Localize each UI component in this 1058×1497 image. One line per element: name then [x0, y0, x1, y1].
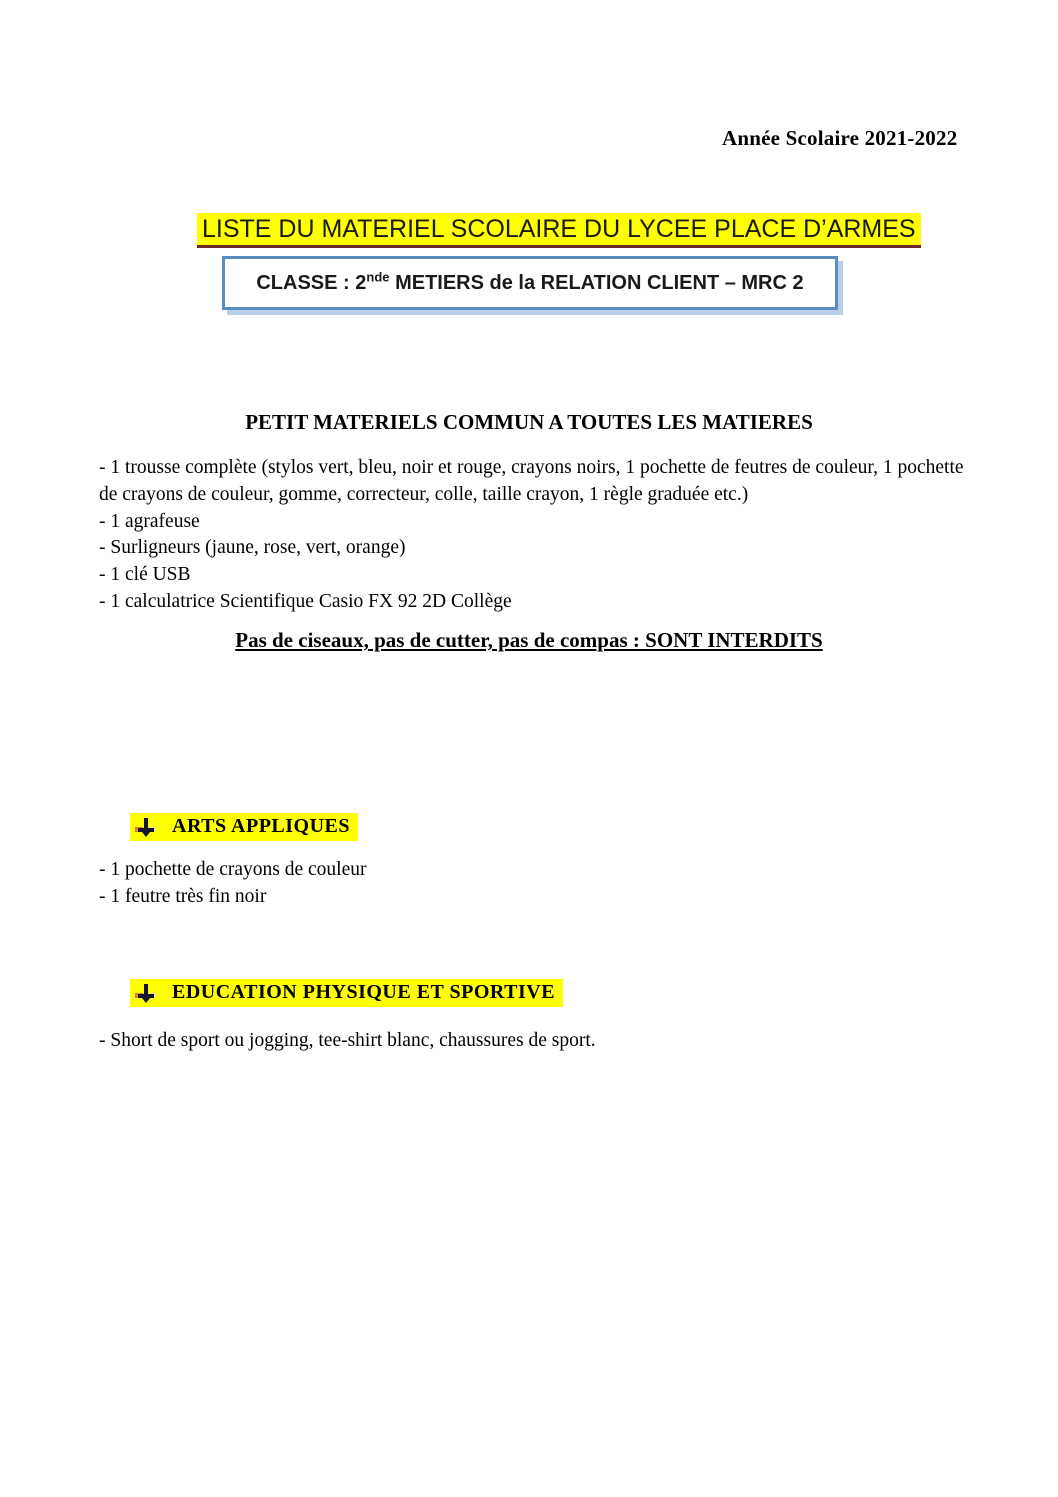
list-item: - Surligneurs (jaune, rose, vert, orange)	[99, 537, 406, 559]
list-item: - 1 calculatrice Scientifique Casio FX 92 2D Collège	[99, 590, 512, 612]
list-item: - 1 agrafeuse	[99, 510, 200, 532]
down-arrow-bullet-icon	[134, 816, 158, 838]
common-items-list	[99, 455, 977, 616]
eps-heading-label: EDUCATION PHYSIQUE ET SPORTIVE	[172, 981, 556, 1003]
common-section-heading: PETIT MATERIELS COMMUN A TOUTES LES MATIERES	[245, 410, 813, 434]
down-arrow-bullet-icon	[134, 982, 158, 1004]
eps-section-heading	[130, 979, 563, 1007]
arts-items-list	[99, 857, 977, 911]
eps-items-list	[99, 1028, 977, 1055]
list-item: - 1 clé USB	[99, 564, 191, 586]
list-item: - 1 feutre très fin noir	[99, 885, 267, 907]
list-item: - Short de sport ou jogging, tee-shirt blanc, chaussures de sport.	[99, 1030, 596, 1051]
warning-line	[0, 628, 1058, 653]
document-title: LISTE DU MATERIEL SCOLAIRE DU LYCEE PLACE D’ARMES	[197, 213, 921, 248]
warning-text: Pas de ciseaux, pas de cutter, pas de compas : SONT INTERDITS	[235, 628, 823, 652]
list-item: - 1 pochette de crayons de couleur	[99, 859, 367, 880]
arts-heading-label: ARTS APPLIQUES	[172, 815, 351, 837]
arts-section-heading	[130, 813, 358, 841]
eps-heading-highlight	[130, 979, 563, 1007]
classe-superscript: nde	[366, 269, 390, 285]
school-year: Année Scolaire 2021-2022	[722, 126, 958, 150]
classe-text-suffix: METIERS de la RELATION CLIENT – MRC 2	[389, 272, 804, 294]
arts-heading-highlight	[130, 813, 358, 841]
list-item: - 1 trousse complète (stylos vert, bleu, noir et rouge, crayons noirs, 1 pochette de feutres de couleur, 1 pochette de crayons de couleur, gomme, correcteur, colle, taille crayon, 1 règle graduée etc.)	[99, 457, 964, 505]
classe-text-prefix: CLASSE : 2	[256, 272, 367, 294]
classe-box	[222, 256, 838, 310]
